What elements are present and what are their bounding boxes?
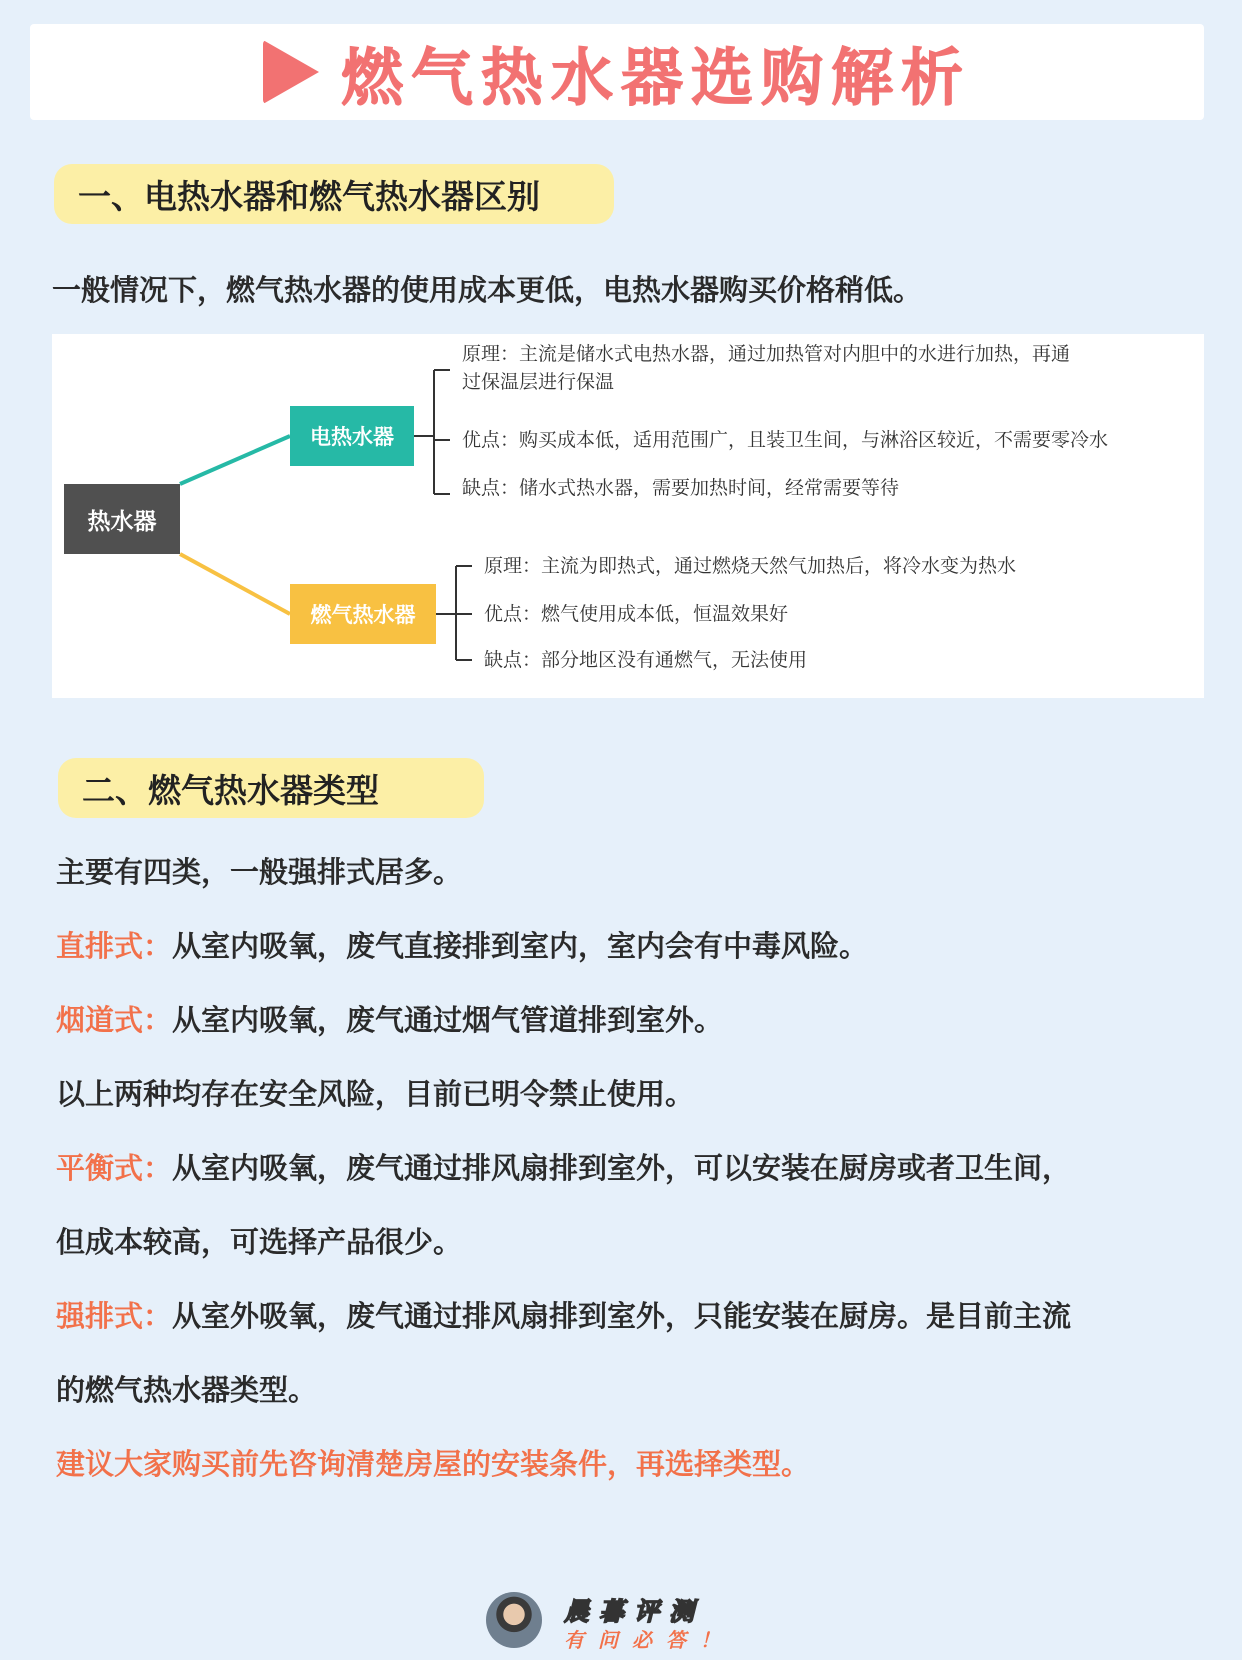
type-balanced: [56, 1146, 1071, 1187]
footer-brand: [486, 1592, 746, 1652]
title-card: [30, 24, 1204, 120]
type-balanced-cont: 但成本较高，可选择产品很少。: [56, 1225, 463, 1259]
type-description: 从室外吸氧，废气通过排风扇排到室外，只能安装在厨房。是目前主流: [172, 1299, 1072, 1333]
type-description: 从室内吸氧，废气直接排到室内，室内会有中毒风险。: [172, 929, 869, 963]
type-description: 从室内吸氧，废气通过排风扇排到室外，可以安装在厨房或者卫生间，: [172, 1151, 1072, 1185]
ban-notice: 以上两种均存在安全风险，目前已明令禁止使用。: [56, 1077, 695, 1111]
electric-pros: 优点：购买成本低，适用范围广，且装卫生间，与淋浴区较近，不需要零冷水: [462, 429, 1109, 451]
page-title: 燃气热水器选购解析: [340, 40, 971, 114]
type-label: 平衡式：: [56, 1151, 173, 1185]
type-label: 强排式：: [56, 1299, 173, 1333]
electric-principle-line1: 原理：主流是储水式电热水器，通过加热管对内胆中的水进行加热，再通: [462, 343, 1071, 365]
mind-map-diagram: [52, 334, 1204, 698]
gas-principle: 原理：主流为即热式，通过燃烧天然气加热后，将冷水变为热水: [484, 555, 1017, 577]
section-heading-difference: 一、电热水器和燃气热水器区别: [54, 164, 614, 224]
root-node: 热水器: [64, 484, 180, 554]
brand-name: 晨暮评测: [564, 1597, 705, 1626]
advice-text: 建议大家购买前先咨询清楚房屋的安装条件，再选择类型。: [56, 1447, 811, 1481]
type-forced-exhaust: [56, 1294, 1071, 1335]
brand-slogan: 有问必答！: [564, 1628, 734, 1652]
types-summary: 主要有四类，一般强排式居多。: [56, 855, 463, 889]
electric-cons: 缺点：储水式热水器，需要加热时间，经常需要等待: [462, 477, 900, 499]
play-icon: [263, 40, 319, 104]
electric-heater-node: 电热水器: [290, 406, 414, 466]
section-heading-types: 二、燃气热水器类型: [58, 758, 484, 818]
electric-principle-line2: 过保温层进行保温: [462, 371, 615, 393]
type-label: 烟道式：: [56, 1003, 173, 1037]
gas-heater-node: 燃气热水器: [290, 584, 436, 644]
intro-paragraph: 一般情况下，燃气热水器的使用成本更低，电热水器购买价格稍低。: [52, 273, 923, 307]
type-direct-exhaust: [56, 924, 868, 965]
type-forced-exhaust-cont: 的燃气热水器类型。: [56, 1373, 318, 1407]
type-label: 直排式：: [56, 929, 173, 963]
gas-pros: 优点：燃气使用成本低，恒温效果好: [484, 603, 789, 625]
gas-cons: 缺点：部分地区没有通燃气，无法使用: [484, 649, 808, 671]
type-description: 从室内吸氧，废气通过烟气管道排到室外。: [172, 1003, 724, 1037]
type-flue: [56, 998, 723, 1039]
avatar: [486, 1592, 542, 1648]
mind-map-connectors: [52, 334, 1204, 698]
